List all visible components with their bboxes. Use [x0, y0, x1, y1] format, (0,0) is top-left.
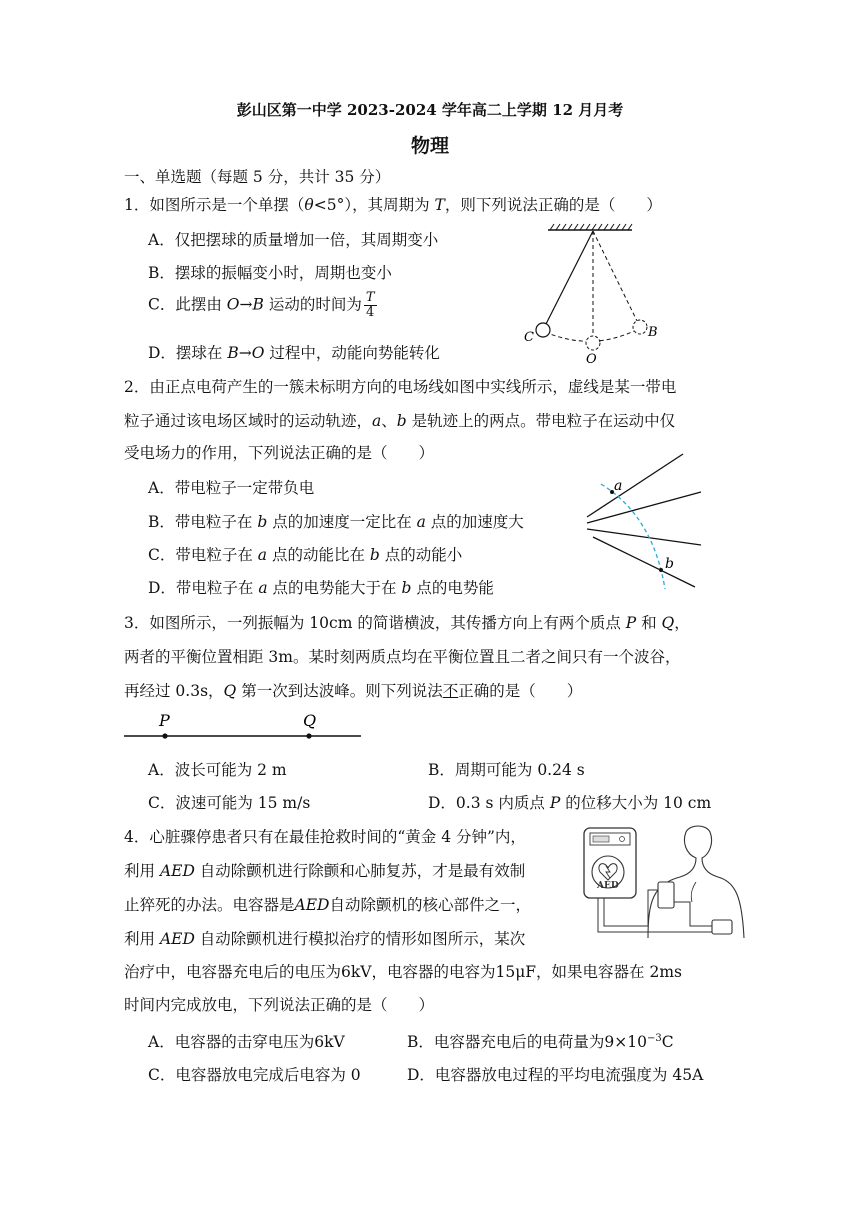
q4-stem-line6: 时间内完成放电，下列说法正确的是（ ）	[124, 996, 435, 1014]
q3-option-d[interactable]: D．0.3 s 内质点 P 的位移大小为 10 cm	[428, 794, 712, 812]
field-lines-figure	[585, 450, 705, 590]
q3-option-b[interactable]: B．周期可能为 0.24 s	[428, 761, 585, 779]
q4-option-b[interactable]: B．电容器充电后的电荷量为$9\times 10^{-3}C$	[407, 1032, 674, 1051]
label-o: O	[586, 352, 597, 367]
wave-points-figure	[124, 708, 364, 744]
section-heading: 一、单选题（每题 5 分，共计 35 分）	[124, 168, 391, 186]
q1-option-c[interactable]: C．此摆由 O→B 运动的时间为 $\frac{T}{4}$	[148, 290, 375, 320]
q3-option-a[interactable]: A．波长可能为 2 m	[148, 761, 287, 779]
q2-option-d[interactable]: D．带电粒子在 a 点的电势能大于在 b 点的电势能	[148, 579, 494, 597]
label-a: a	[614, 478, 623, 494]
q1-option-b[interactable]: B．摆球的振幅变小时，周期也变小	[148, 264, 392, 282]
q2-stem-line1: 2．由正点电荷产生的一簇未标明方向的电场线如图中实线所示，虚线是某一带电	[124, 378, 677, 396]
q2-option-b[interactable]: B．带电粒子在 b 点的加速度一定比在 a 点的加速度大	[148, 513, 524, 531]
q2-option-a[interactable]: A．带电粒子一定带负电	[148, 479, 315, 497]
fraction-t-over-4: $\frac{T}{4}$	[365, 290, 375, 320]
q2-stem-line3: 受电场力的作用，下列说法正确的是（ ）	[124, 444, 435, 462]
q2-option-c[interactable]: C．带电粒子在 a 点的动能比在 b 点的动能小	[148, 546, 463, 564]
q1-stem: 1．如图所示是一个单摆（θ<5°），其周期为 T，则下列说法正确的是（ ）	[124, 196, 662, 214]
q4-stem-line2: 利用 AED 自动除颤机进行除颤和心肺复苏，才是最有效制	[124, 862, 526, 880]
q4-stem-line4: 利用 AED 自动除颤机进行模拟治疗的情形如图所示，某次	[124, 930, 526, 948]
q1-option-a[interactable]: A．仅把摆球的质量增加一倍，其周期变小	[148, 231, 439, 249]
aed-device-label: AED	[597, 881, 619, 891]
subject-title: 物理	[410, 135, 449, 157]
q3-stem-line2: 两者的平衡位置相距 3m。某时刻两质点均在平衡位置且二者之间只有一个波谷，	[124, 648, 681, 666]
aed-figure	[578, 822, 748, 940]
q4-stem-line1: 4．心脏骤停患者只有在最佳抢救时间的“黄金 4 分钟”内，	[124, 828, 526, 846]
pendulum-figure	[520, 222, 658, 367]
q4-stem-line3: 止猝死的办法。电容器是AED自动除颤机的核心部件之一，	[124, 896, 531, 914]
exam-title: 彭山区第一中学 2023-2024 学年高二上学期 12 月月考	[236, 101, 624, 119]
q2-stem-line2: 粒子通过该电场区域时的运动轨迹，a、b 是轨迹上的两点。带电粒子在运动中仅	[124, 412, 676, 430]
q3-stem-line1: 3．如图所示，一列振幅为 10cm 的简谐横波，其传播方向上有两个质点 P 和 Q，	[124, 614, 690, 632]
label-c: C	[524, 330, 534, 345]
q3-option-c[interactable]: C．波速可能为 15 m/s	[148, 794, 311, 812]
q4-option-a[interactable]: A．电容器的击穿电压为6kV	[148, 1033, 345, 1051]
q4-option-c[interactable]: C．电容器放电完成后电容为 0	[148, 1066, 361, 1084]
q4-stem-line5: 治疗中，电容器充电后的电压为6kV，电容器的电容为15μF，如果电容器在 2ms	[124, 963, 682, 981]
label-b: b	[665, 556, 674, 572]
label-q: Q	[303, 711, 317, 730]
label-p: P	[159, 711, 170, 730]
q3-stem-line3: 再经过 0.3s，Q 第一次到达波峰。则下列说法不正确的是（ ）	[124, 682, 583, 700]
label-b: B	[648, 325, 658, 340]
q1-option-d[interactable]: D．摆球在 B→O 过程中，动能向势能转化	[148, 344, 440, 362]
q4-option-d[interactable]: D．电容器放电过程的平均电流强度为 45A	[407, 1066, 704, 1084]
